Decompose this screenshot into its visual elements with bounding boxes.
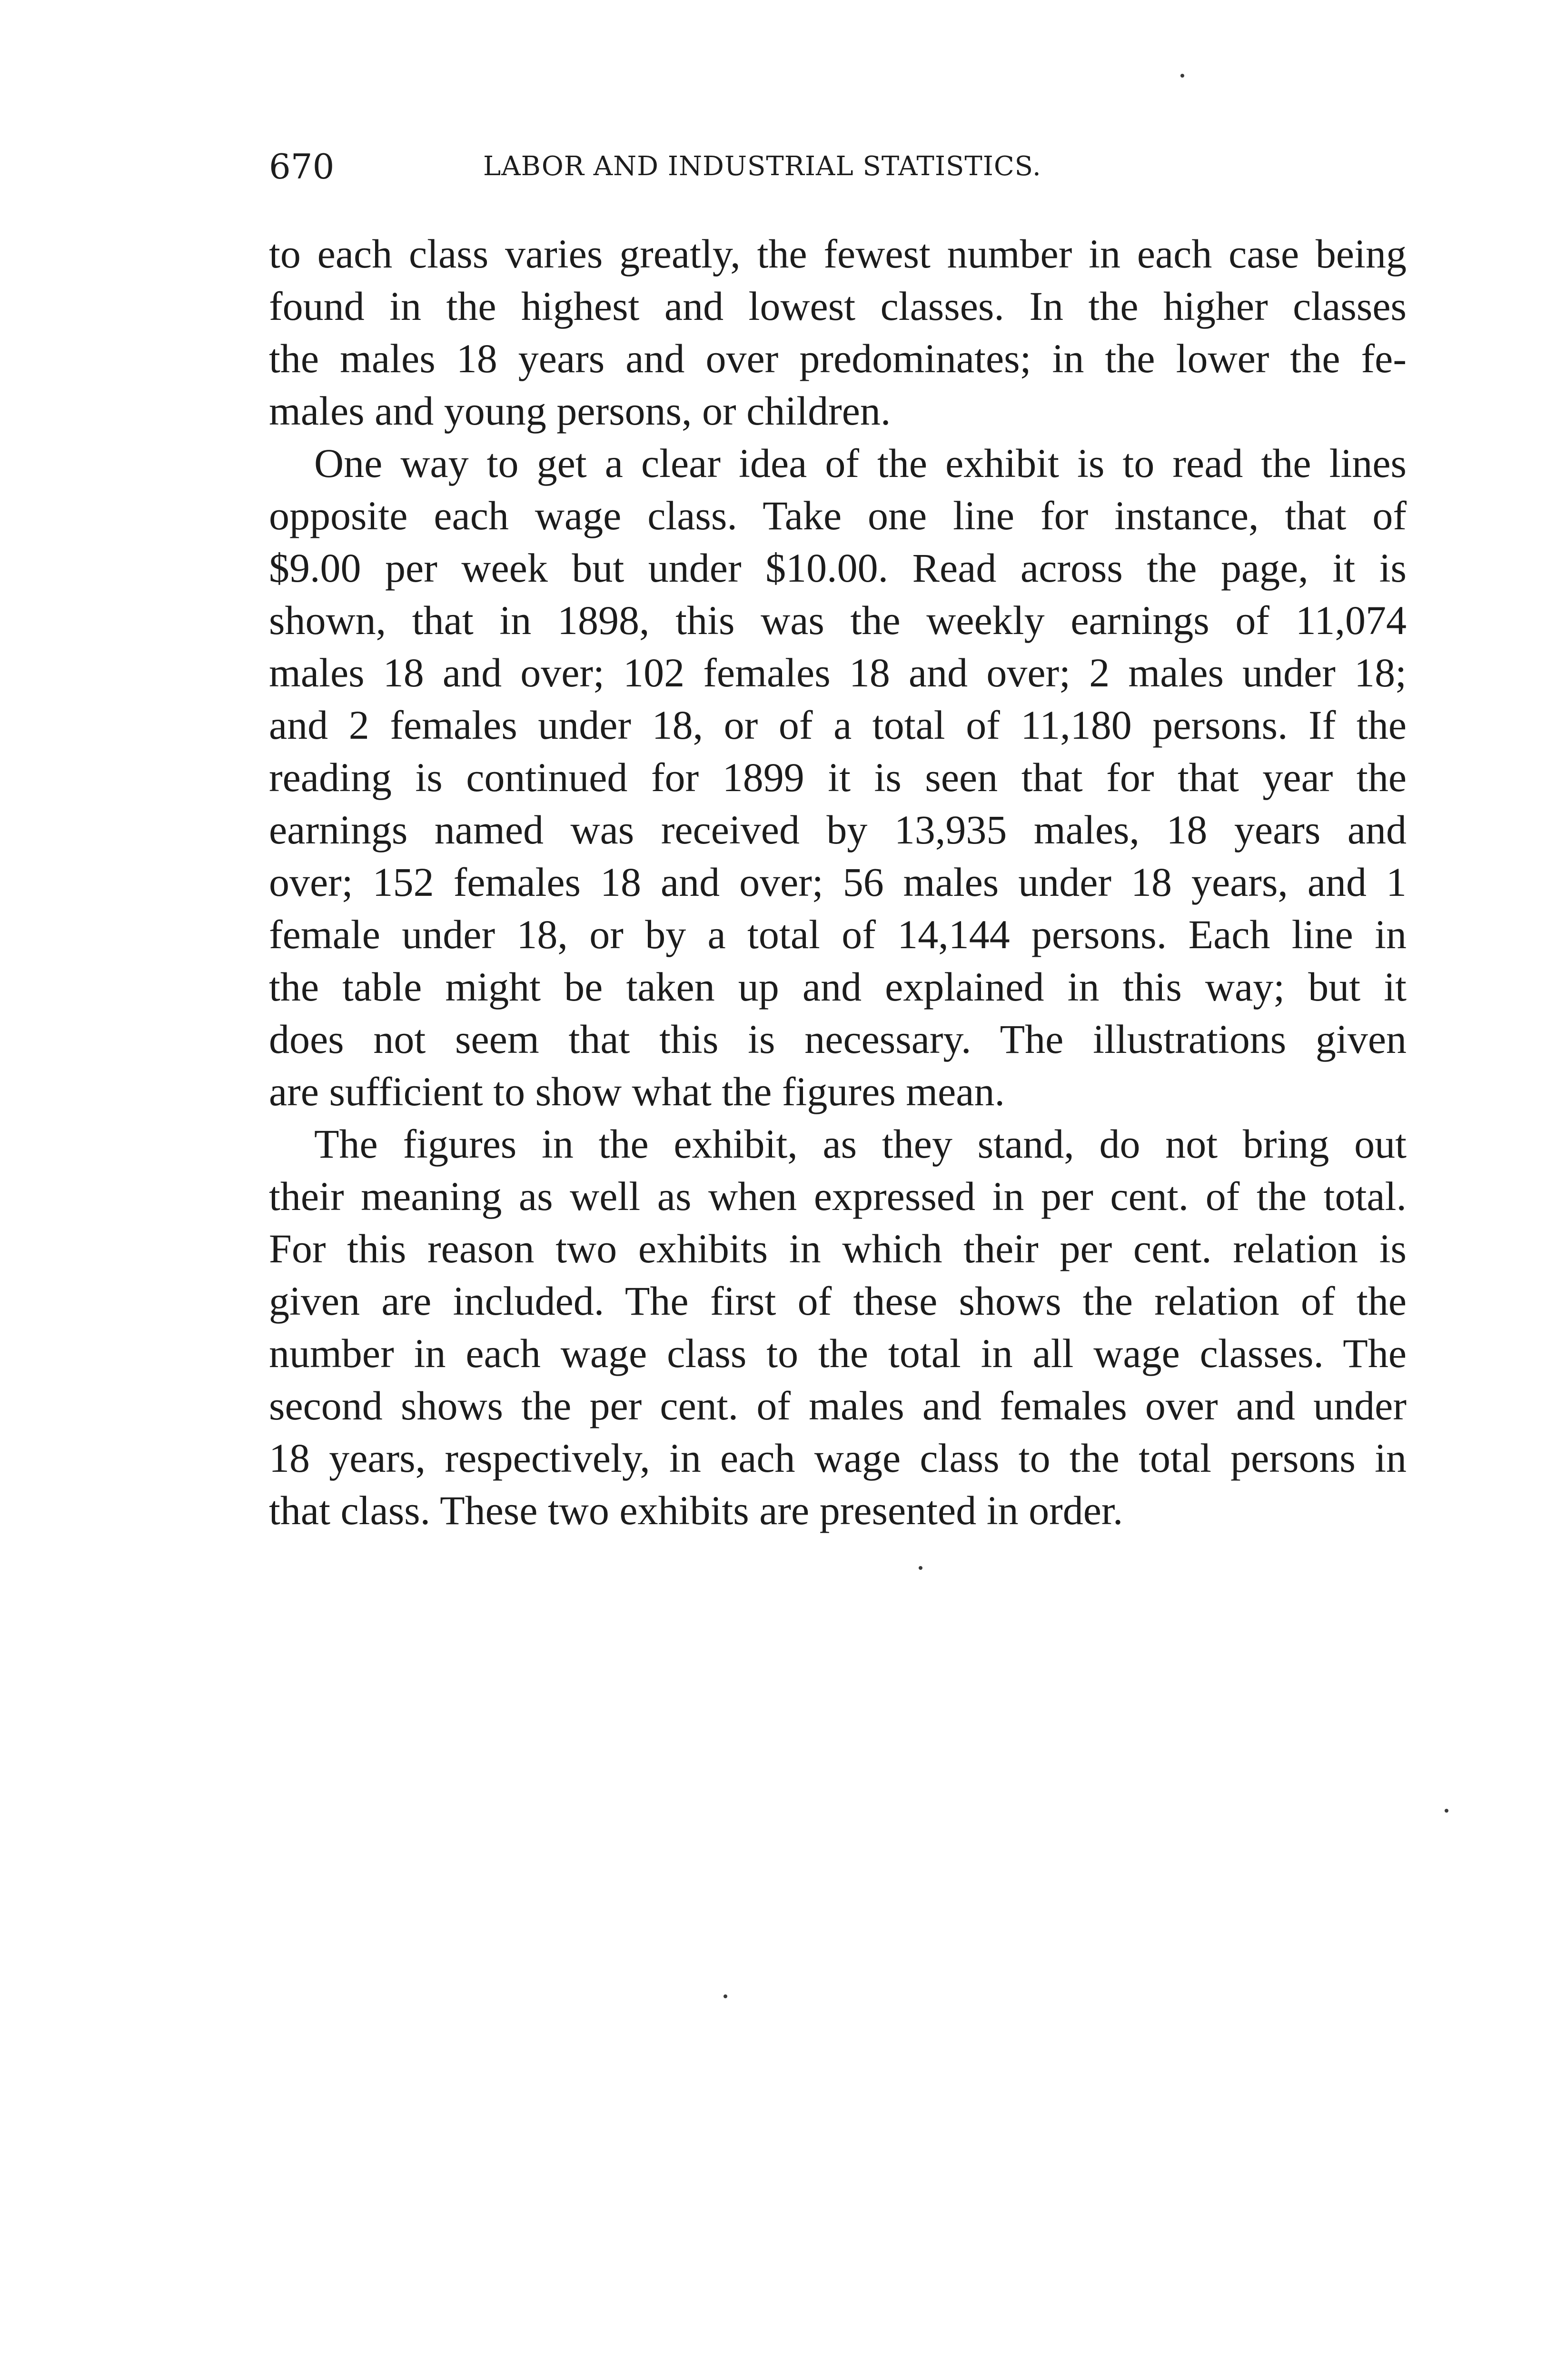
text-line: female under 18, or by a total of 14,144 persons. Each line in xyxy=(269,912,1407,957)
page-number: 670 xyxy=(269,147,335,187)
paragraph-3 xyxy=(269,1118,1407,1537)
text-line: opposite each wage class. Take one line for instance, that of xyxy=(269,493,1407,538)
paragraph-1 xyxy=(269,228,1407,437)
scan-speck xyxy=(1180,74,1184,78)
text-line: One way to get a clear idea of the exhibit is to read the lines xyxy=(314,440,1407,486)
scan-speck xyxy=(919,1566,922,1570)
text-line: the males 18 years and over predominates; in the lower the fe- xyxy=(269,336,1407,381)
running-head: LABOR AND INDUSTRIAL STATISTICS. xyxy=(483,151,1041,182)
text-line: the table might be taken up and explained in this way; but it xyxy=(269,964,1407,1010)
scan-speck xyxy=(1445,1809,1448,1813)
paragraph-2 xyxy=(269,437,1407,1118)
scan-speck xyxy=(723,1994,727,1998)
text-line: over; 152 females 18 and over; 56 males under 18 years, and 1 xyxy=(269,859,1407,905)
text-line: does not seem that this is necessary. The illustrations given xyxy=(269,1016,1407,1062)
text-line: are sufficient to show what the figures mean. xyxy=(269,1069,1005,1114)
text-line: 18 years, respectively, in each wage class to the total persons in xyxy=(269,1435,1407,1481)
text-line: $9.00 per week but under $10.00. Read across the page, it is xyxy=(269,545,1407,591)
text-line: For this reason two exhibits in which their per cent. relation is xyxy=(269,1226,1407,1271)
text-line: males 18 and over; 102 females 18 and over; 2 males under 18; xyxy=(269,650,1407,695)
text-line: earnings named was received by 13,935 males, 18 years and xyxy=(269,807,1407,853)
text-line: to each class varies greatly, the fewest number in each case being xyxy=(269,231,1407,277)
text-line: second shows the per cent. of males and females over and under xyxy=(269,1383,1407,1428)
text-line: their meaning as well as when expressed in per cent. of the total. xyxy=(269,1173,1407,1219)
text-line: The figures in the exhibit, as they stand, do not bring out xyxy=(314,1121,1407,1167)
text-line: that class. These two exhibits are presented in order. xyxy=(269,1488,1123,1533)
text-line: given are included. The first of these shows the relation of the xyxy=(269,1278,1407,1324)
text-line: number in each wage class to the total in all wage classes. The xyxy=(269,1330,1407,1376)
text-line: reading is continued for 1899 it is seen that for that year the xyxy=(269,754,1407,800)
text-line: found in the highest and lowest classes. In the higher classes xyxy=(269,283,1407,329)
body-text xyxy=(269,228,1407,1537)
text-line: shown, that in 1898, this was the weekly earnings of 11,074 xyxy=(269,597,1407,643)
text-line: and 2 females under 18, or of a total of 11,180 persons. If the xyxy=(269,702,1407,748)
page-header xyxy=(269,138,1416,195)
text-line: males and young persons, or children. xyxy=(269,388,891,434)
